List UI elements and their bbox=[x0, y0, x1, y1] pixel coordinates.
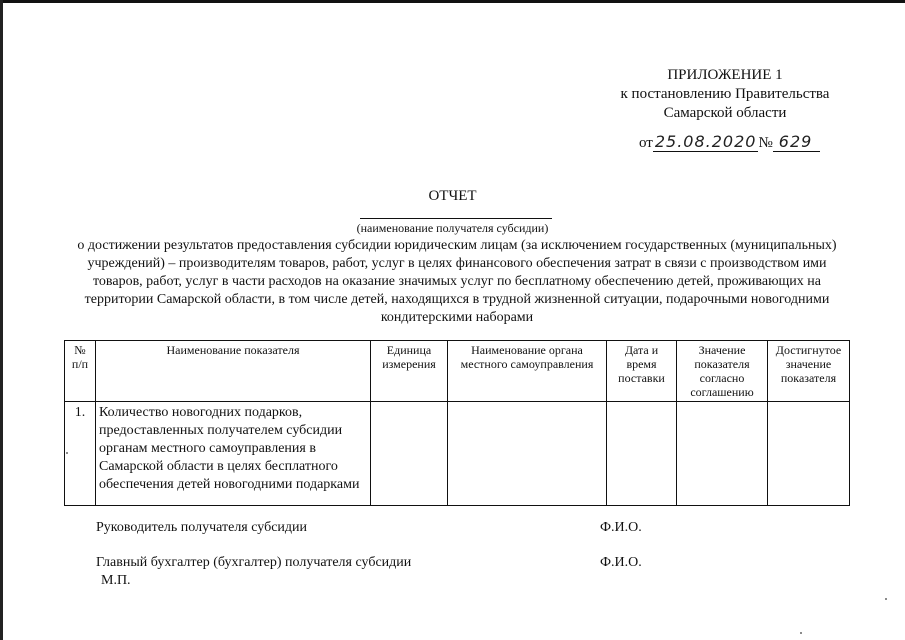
col-header-delivery-date: Дата и время поставки bbox=[607, 341, 677, 402]
decree-date-number bbox=[639, 133, 820, 152]
appendix-region: Самарской области bbox=[663, 105, 787, 121]
report-description: о достижении результатов предоставления субсидии юридическим лицам (за исключением государственных (муниципальных) учреждений) – производителям товаров, работ, услуг в целях финансового обеспечения затрат в связи с производством ими товаров, работ, услуг в части расходов на оказание значимых услуг по бесплатному обеспечению детей, проживающих на территории Самарской области, в том числе детей, находящихся в трудной жизненной ситуации, подарочными новогодними кондитерскими наборами bbox=[77, 238, 837, 325]
row-achieved-value bbox=[768, 402, 850, 506]
table-header-row bbox=[65, 341, 850, 402]
accountant-signature-name: Ф.И.О. bbox=[600, 555, 642, 570]
recipient-caption: (наименование получателя субсидии) bbox=[356, 221, 549, 235]
table-row bbox=[65, 402, 850, 506]
accountant-signature-label: Главный бухгалтер (бухгалтер) получателя субсидии bbox=[96, 555, 412, 570]
row-delivery-date bbox=[607, 402, 677, 506]
scan-speck bbox=[885, 598, 887, 600]
scan-speck bbox=[800, 632, 802, 634]
col-header-indicator: Наименование показателя bbox=[96, 341, 371, 402]
scan-border-left bbox=[0, 0, 3, 640]
number-prefix: № bbox=[758, 135, 773, 151]
indicator-table bbox=[64, 340, 850, 506]
col-header-unit: Единица измерения bbox=[371, 341, 448, 402]
col-header-agreement-value: Значение показателя согласно соглашению bbox=[677, 341, 768, 402]
appendix-title: ПРИЛОЖЕНИЕ 1 bbox=[667, 67, 783, 83]
row-number: 1. bbox=[65, 402, 96, 506]
appendix-block bbox=[600, 66, 850, 123]
scan-speck bbox=[66, 452, 68, 454]
scan-border-top bbox=[0, 0, 905, 3]
appendix-decree: к постановлению Правительства bbox=[620, 86, 830, 102]
col-header-achieved-value: Достигнутое значение показателя bbox=[768, 341, 850, 402]
date-prefix: от bbox=[639, 135, 653, 151]
col-header-number: № п/п bbox=[65, 341, 96, 402]
row-indicator: Количество новогодних подарков, предоставленных получателем субсидии органам местного самоуправления в Самарской области в целях бесплатного обеспечения детей новогодними подарками bbox=[96, 402, 371, 506]
recipient-underline bbox=[360, 218, 552, 219]
col-header-authority: Наименование органа местного самоуправления bbox=[448, 341, 607, 402]
head-signature-name: Ф.И.О. bbox=[600, 520, 642, 535]
decree-date: 25.08.2020 bbox=[654, 132, 757, 151]
row-authority bbox=[448, 402, 607, 506]
stamp-label: М.П. bbox=[101, 573, 131, 588]
row-agreement-value bbox=[677, 402, 768, 506]
head-signature-label: Руководитель получателя субсидии bbox=[96, 520, 308, 535]
row-unit bbox=[371, 402, 448, 506]
decree-number: 629 bbox=[773, 133, 821, 152]
report-title: ОТЧЕТ bbox=[428, 188, 477, 204]
